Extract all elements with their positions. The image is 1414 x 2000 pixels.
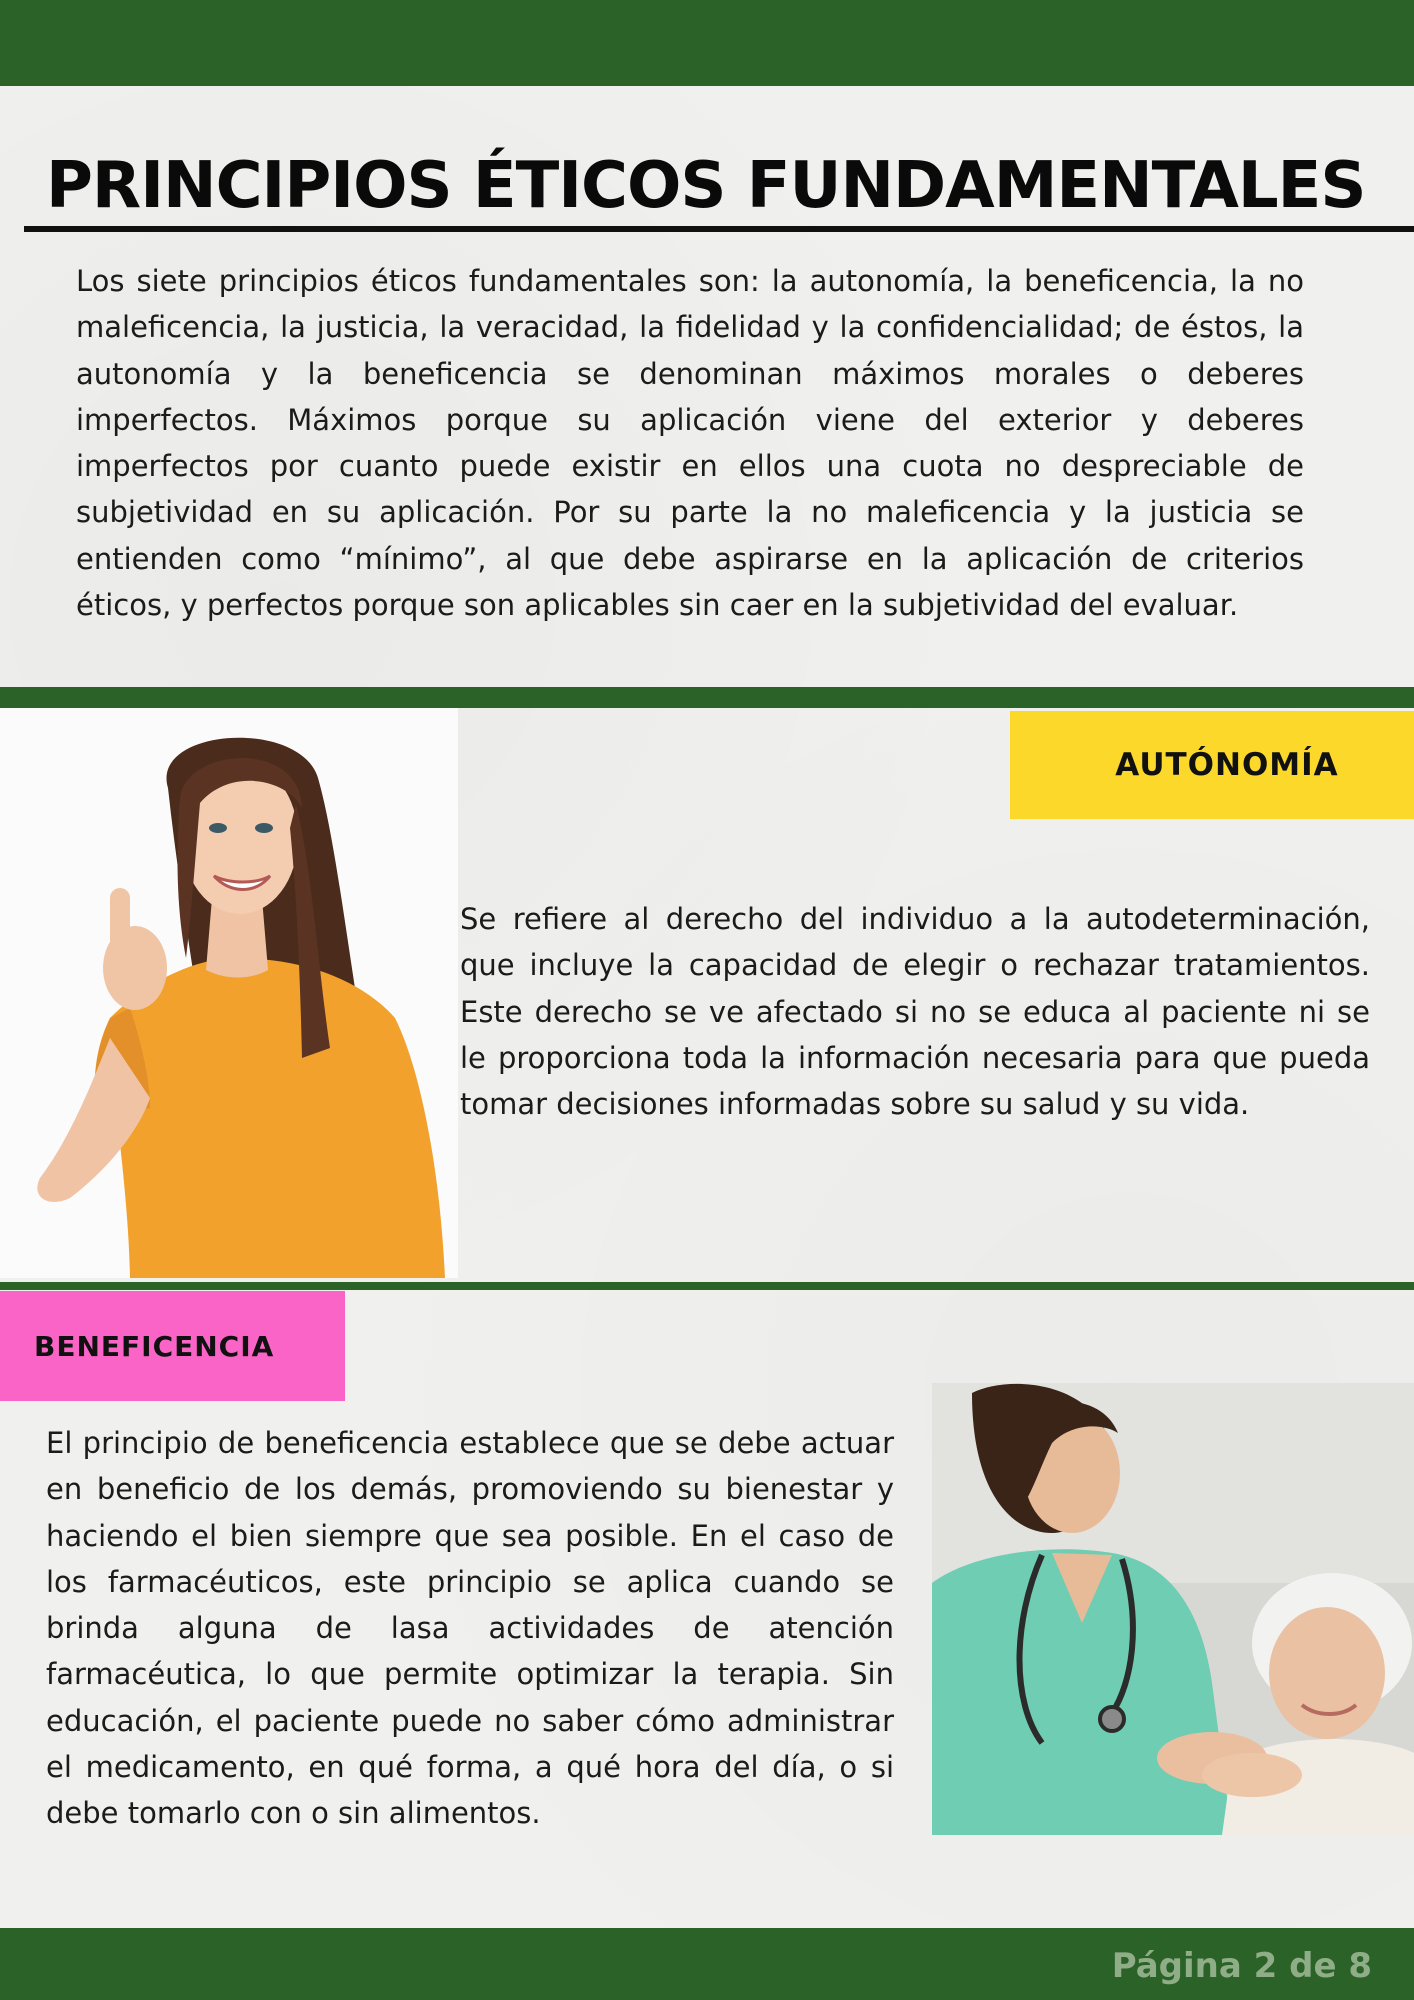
beneficencia-heading: BENEFICENCIA	[34, 1329, 275, 1363]
beneficencia-paragraph: El principio de beneficencia establece que se debe actuar en beneficio de los demás, promoviendo su bienestar y haciendo el bien siempre que sea posible. En el caso de los farmacéuticos, este principio se aplica cuando se brinda alguna de lasa actividades de atención farmacéutica, lo que permite optimizar la terapia. Sin educación, el paciente puede no saber cómo administrar el medicamento, en qué forma, a qué hora del día, o si debe tomarlo con o sin alimentos.	[46, 1426, 894, 1831]
woman-thumbs-up-photo	[0, 708, 458, 1278]
autonomia-paragraph: Se refiere al derecho del individuo a la autodeterminación, que incluye la capacidad de elegir o rechazar tratamientos. Este derecho se ve afectado si no se educa al paciente ni se le proporciona toda la información necesaria para que pueda tomar decisiones informadas sobre su salud y su vida.	[460, 902, 1370, 1122]
intro-paragraph: Los siete principios éticos fundamentales son: la autonomía, la beneficencia, la no maleficencia, la justicia, la veracidad, la fidelidad y la confidencialidad; de éstos, la autonomía y la beneficencia se denominan máximos morales o deberes imperfectos. Máximos porque su aplicación viene del exterior y deberes imperfectos por cuanto puede existir en ellos una cuota no despreciable de subjetividad en su aplicación. Por su parte la no maleficencia y la justicia se entienden como “mínimo”, al que debe aspirarse en la aplicación de criterios éticos, y perfectos porque son aplicables sin caer en la subjetividad del evaluar.	[76, 264, 1304, 623]
page-title: PRINCIPIOS ÉTICOS FUNDAMENTALES	[46, 149, 1366, 223]
section-divider-2	[0, 1282, 1414, 1290]
page-number: Página 2 de 8	[1111, 1946, 1372, 1986]
autonomia-heading: AUTÓNOMÍA	[1115, 747, 1339, 783]
beneficencia-label-box	[0, 1291, 345, 1401]
autonomia-label-box	[1010, 711, 1414, 819]
top-green-band	[0, 0, 1414, 86]
title-underline	[24, 226, 1414, 232]
nurse-with-elderly-patient-photo	[932, 1383, 1414, 1835]
section-divider-1	[0, 687, 1414, 708]
